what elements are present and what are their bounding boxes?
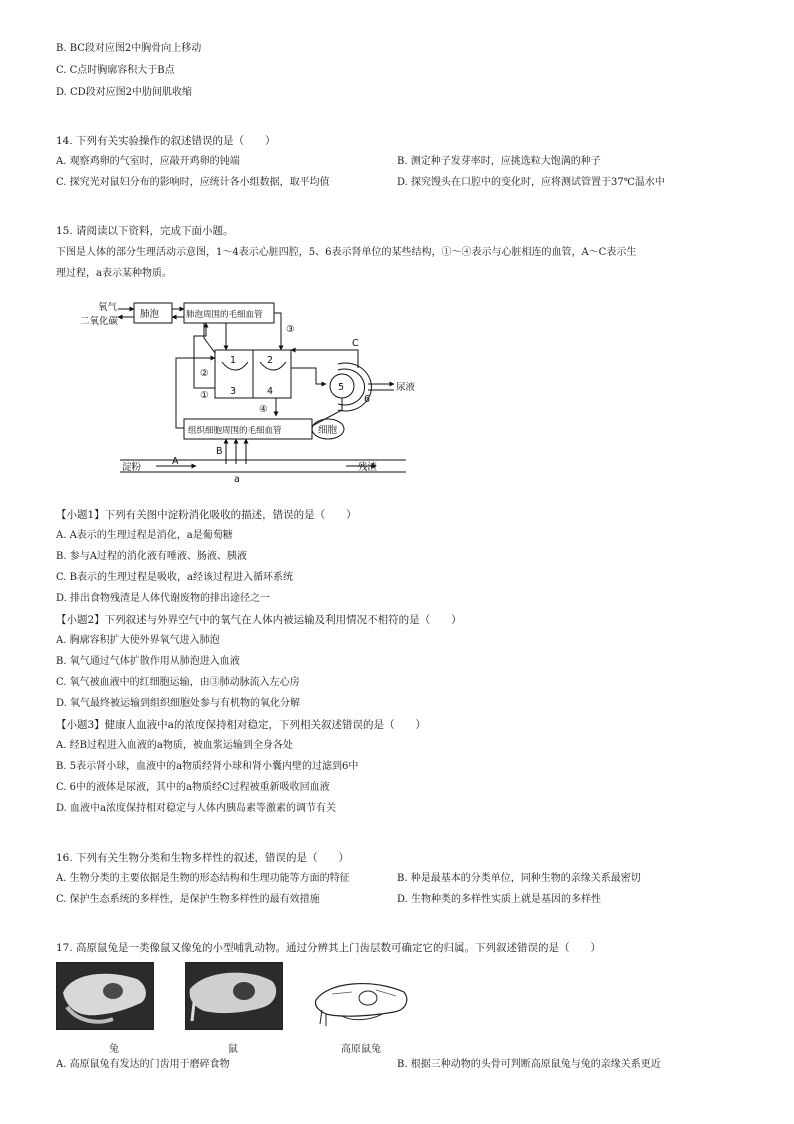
q15-sub3-option-d: D. 血液中a浓度保持相对稳定与人体内胰岛素等激素的调节有关 [56,803,336,814]
label-starch: 淀粉 [122,462,142,473]
label-chamber-4: 4 [267,386,274,397]
label-tissue-capillary: 组织细胞周围的毛细血管 [188,426,282,436]
label-chamber-1: 1 [230,355,237,366]
label-process-b: B [216,446,223,457]
label-vessel-3: ③ [286,324,295,335]
label-vessel-4: ④ [259,404,268,415]
q15-intro-line2: 理过程，a表示某种物质。 [56,268,172,279]
q15-stem: 15. 请阅读以下资料，完成下面小题。 [56,225,234,237]
label-kidney-5: 5 [338,382,345,393]
label-urine: 尿液 [396,382,416,393]
q13-option-d: D. CD段对应图2中肋间肌收缩 [56,87,193,98]
q13-option-c: C. C点时胸廓容积大于B点 [56,65,175,76]
label-process-c: C [352,338,359,349]
caption-mouse: 鼠 [228,1044,238,1055]
physiology-diagram [76,298,416,488]
pika-skull-drawing [312,970,412,1030]
label-chamber-3: 3 [230,386,237,397]
q15-sub3-option-c: C. 6中的液体是尿液，其中的a物质经C过程被重新吸收回血液 [56,782,330,793]
q16-option-b: B. 种是最基本的分类单位，同种生物的亲缘关系最密切 [397,873,641,884]
q15-sub3-stem: 【小题3】健康人血液中a的浓度保持相对稳定，下列相关叙述错误的是（ ） [56,719,426,731]
label-oxygen: 氧气 [98,302,118,313]
caption-rabbit: 兔 [109,1044,119,1055]
q15-sub2-stem: 【小题2】下列叙述与外界空气中的氧气在人体内被运输及利用情况不相符的是（ ） [56,614,462,626]
q16-option-d: D. 生物种类的多样性实质上就是基因的多样性 [397,894,602,905]
q15-sub3-option-b: B. 5表示肾小球，血液中的a物质经肾小球和肾小囊内壁的过滤到6中 [56,761,359,772]
q17-option-b: B. 根据三种动物的头骨可判断高原鼠兔与兔的亲缘关系更近 [397,1059,661,1070]
caption-pika: 高原鼠兔 [341,1044,381,1055]
q15-sub2-option-b: B. 氧气通过气体扩散作用从肺泡进入血液 [56,656,240,667]
q14-option-b: B. 测定种子发芽率时，应挑选粒大饱满的种子 [397,156,601,167]
q16-option-a: A. 生物分类的主要依据是生物的形态结构和生理功能等方面的特征 [56,873,350,884]
q15-intro-line1: 下图是人体的部分生理活动示意图，1～4表示心脏四腔，5、6表示肾单位的某些结构，①～④表示与心脏相连的血管，A～C表示生 [56,247,637,258]
label-alveoli: 肺泡 [140,309,160,320]
q15-sub1-option-a: A. A表示的生理过程是消化，a是葡萄糖 [56,530,233,541]
label-chamber-2: 2 [267,355,274,366]
q15-sub2-option-c: C. 氧气被血液中的红细胞运输，由③肺动脉流入左心房 [56,677,300,688]
label-process-a: A [172,456,179,467]
q14-option-a: A. 观察鸡卵的气室时，应敲开鸡卵的钝端 [56,156,240,167]
label-kidney-6: 6 [364,394,371,405]
q17-option-a: A. 高原鼠兔有发达的门齿用于磨碎食物 [56,1059,230,1070]
q14-option-d: D. 探究馒头在口腔中的变化时，应将测试管置于37℃温水中 [397,177,665,188]
q15-sub2-option-d: D. 氧气最终被运输到组织细胞处参与有机物的氧化分解 [56,698,301,709]
q15-sub3-option-a: A. 经B过程进入血液的a物质，被血浆运输到全身各处 [56,740,293,751]
q15-sub1-stem: 【小题1】下列有关图中淀粉消化吸收的描述，错误的是（ ） [56,509,357,521]
mouse-skull-photo [185,962,283,1030]
rabbit-skull-photo [56,962,154,1030]
label-substance-a: a [234,474,240,485]
q15-sub2-option-a: A. 胸廓容积扩大使外界氧气进入肺泡 [56,635,220,646]
label-vessel-2: ② [200,368,209,379]
q14-stem: 14. 下列有关实验操作的叙述错误的是（ ） [56,135,276,147]
label-cell: 细胞 [318,425,338,436]
q15-sub1-option-d: D. 排出食物残渣是人体代谢废物的排出途径之一 [56,593,271,604]
q16-stem: 16. 下列有关生物分类和生物多样性的叙述，错误的是（ ） [56,852,350,864]
label-lung-capillary: 肺泡周围的毛细血管 [186,310,263,320]
q13-option-b: B. BC段对应图2中胸骨向上移动 [56,43,202,54]
label-vessel-1: ① [200,390,209,401]
q15-sub1-option-b: B. 参与A过程的消化液有唾液、肠液、胰液 [56,551,247,562]
label-residue: 残渣 [358,462,378,473]
q15-sub1-option-c: C. B表示的生理过程是吸收，a经该过程进入循环系统 [56,572,293,583]
q16-option-c: C. 保护生态系统的多样性，是保护生物多样性的最有效措施 [56,894,320,905]
q14-option-c: C. 探究光对鼠妇分布的影响时，应统计各小组数据，取平均值 [56,177,330,188]
q17-stem: 17. 高原鼠兔是一类像鼠又像兔的小型哺乳动物。通过分辨其上门齿层数可确定它的归属。下列叙述错误的是（ ） [56,942,602,954]
label-co2: 二氧化碳 [80,316,119,327]
